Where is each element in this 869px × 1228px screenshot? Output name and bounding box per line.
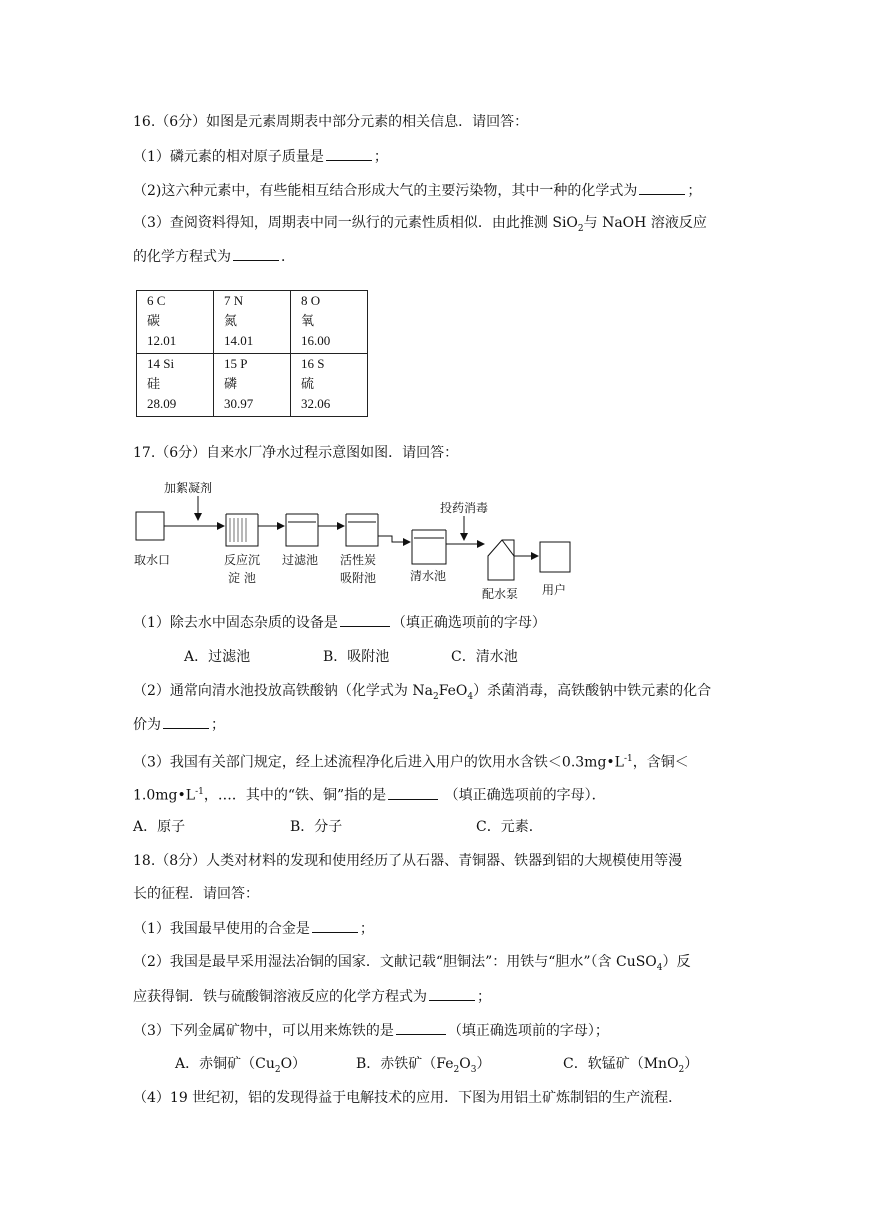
answer-blank[interactable] <box>388 785 438 800</box>
label-intake: 取水口 <box>134 553 171 567</box>
q16-part2: （2)这六种元素中，有些能相互结合形成大气的主要污染物，其中一种的化学式为 ； <box>133 180 701 201</box>
answer-blank[interactable] <box>312 918 358 933</box>
q18-option-a: A．赤铜矿$(Cu_2O)$ <box>175 1056 307 1075</box>
q17-part2: （2）通常向清水池投放高铁酸钠（化学式为 $Na_2FeO_4$）杀菌消毒，高铁酸钠中铁元素的化合 <box>133 683 712 702</box>
label-clear-water: 清水池 <box>410 569 447 583</box>
sedimentation-tank-icon <box>226 514 258 546</box>
clear-water-tank-icon <box>412 530 446 564</box>
element-cell: 16 S 硫 32.06 <box>291 354 368 417</box>
element-cell: 6 C 碳 12.01 <box>137 291 214 354</box>
q17-option-b: B．吸附池 <box>323 649 390 665</box>
answer-blank[interactable] <box>163 714 209 729</box>
water-treatment-diagram <box>130 476 580 604</box>
periodic-row <box>137 291 368 354</box>
label-add-coagulant: 加絮凝剂 <box>164 481 213 495</box>
q18-title-cont: 长的征程．请回答： <box>133 886 259 902</box>
answer-blank[interactable] <box>233 246 279 261</box>
q17-option-c: C．清水池 <box>451 649 518 665</box>
answer-blank[interactable] <box>429 986 475 1001</box>
element-cell: 15 P 磷 30.97 <box>214 354 291 417</box>
q17-p3-option-c: C．元素． <box>476 819 543 835</box>
label-sed-1: 反应沉 <box>224 553 261 567</box>
q16-part1: （1）磷元素的相对原子质量是 ； <box>133 146 388 167</box>
q18-part2-cont: 应获得铜．铁与硫酸铜溶液反应的化学方程式为 ； <box>133 986 491 1007</box>
q17-title: 17.（6分）自来水厂净水过程示意图如图．请回答： <box>133 445 459 461</box>
q17-part1: （1）除去水中固态杂质的设备是 （填正确选项前的字母） <box>133 612 546 633</box>
intake-box <box>136 512 164 540</box>
element-cell: 14 Si 硅 28.09 <box>137 354 214 417</box>
periodic-table-excerpt <box>136 290 368 417</box>
q16-part3-cont: 的化学方程式为 ． <box>133 246 295 267</box>
user-box <box>540 542 570 572</box>
answer-blank[interactable] <box>326 146 372 161</box>
element-cell: 8 O 氧 16.00 <box>291 291 368 354</box>
q18-title: 18.（8分）人类对材料的发现和使用经历了从石器、青铜器、铁器到铝的大规模使用等漫 <box>133 853 683 869</box>
label-add-disinfectant: 投药消毒 <box>440 501 489 515</box>
q18-option-c: C．软锰矿（MnO$_2$） <box>563 1056 699 1075</box>
label-pump: 配水泵 <box>482 587 519 601</box>
answer-blank[interactable] <box>639 180 685 195</box>
periodic-row <box>137 354 368 417</box>
carbon-tank-icon <box>346 514 378 546</box>
q17-option-a: A．过滤池 <box>184 649 251 665</box>
q18-option-b: B．赤铁矿$(Fe_2O_3)$ <box>356 1056 491 1075</box>
q17-part2-cont: 价为 ； <box>133 714 225 735</box>
pump-icon <box>488 540 514 580</box>
element-cell: 7 N 氮 14.01 <box>214 291 291 354</box>
label-filter: 过滤池 <box>282 553 319 567</box>
q18-part2: （2）我国是最早采用湿法冶铜的国家．文献记载“胆铜法”：用铁与“胆水”（含 CuSO$_4$）反 <box>133 954 691 973</box>
q16-title: 16.（6分）如图是元素周期表中部分元素的相关信息．请回答： <box>133 114 529 130</box>
q18-part1: （1）我国最早使用的合金是 ； <box>133 918 374 939</box>
label-carbon-2: 吸附池 <box>340 571 377 585</box>
answer-blank[interactable] <box>340 612 390 627</box>
q17-p3-option-b: B．分子 <box>290 819 343 835</box>
q17-p3-option-a: A．原子 <box>133 819 186 835</box>
q16-part3: （3）查阅资料得知，周期表中同一纵行的元素性质相似．由此推测 SiO$_2$与 NaOH 溶液反应 <box>133 215 707 234</box>
q17-part3: （3）我国有关部门规定，经上述流程净化后进入用户的饮用水含铁$<0.3mg•L^{-1}$，含铜＜ <box>133 754 689 771</box>
label-carbon-1: 活性炭 <box>340 553 377 567</box>
filter-tank-icon <box>286 514 318 546</box>
q18-part3: （3）下列金属矿物中，可以用来炼铁的是 （填正确选项前的字母）； <box>133 1020 609 1041</box>
answer-blank[interactable] <box>396 1020 446 1035</box>
q18-part4: （4）19 世纪初，铝的发现得益于电解技术的应用．下图为用铝土矿炼制铝的生产流程． <box>133 1090 683 1106</box>
q17-part3-cont: $1.0mg•L^{-1}$，…．其中的“铁、铜”指的是 （填正确选项前的字母）． <box>133 782 606 806</box>
label-user: 用户 <box>542 583 567 597</box>
label-sed-2: 淀 池 <box>228 571 256 585</box>
